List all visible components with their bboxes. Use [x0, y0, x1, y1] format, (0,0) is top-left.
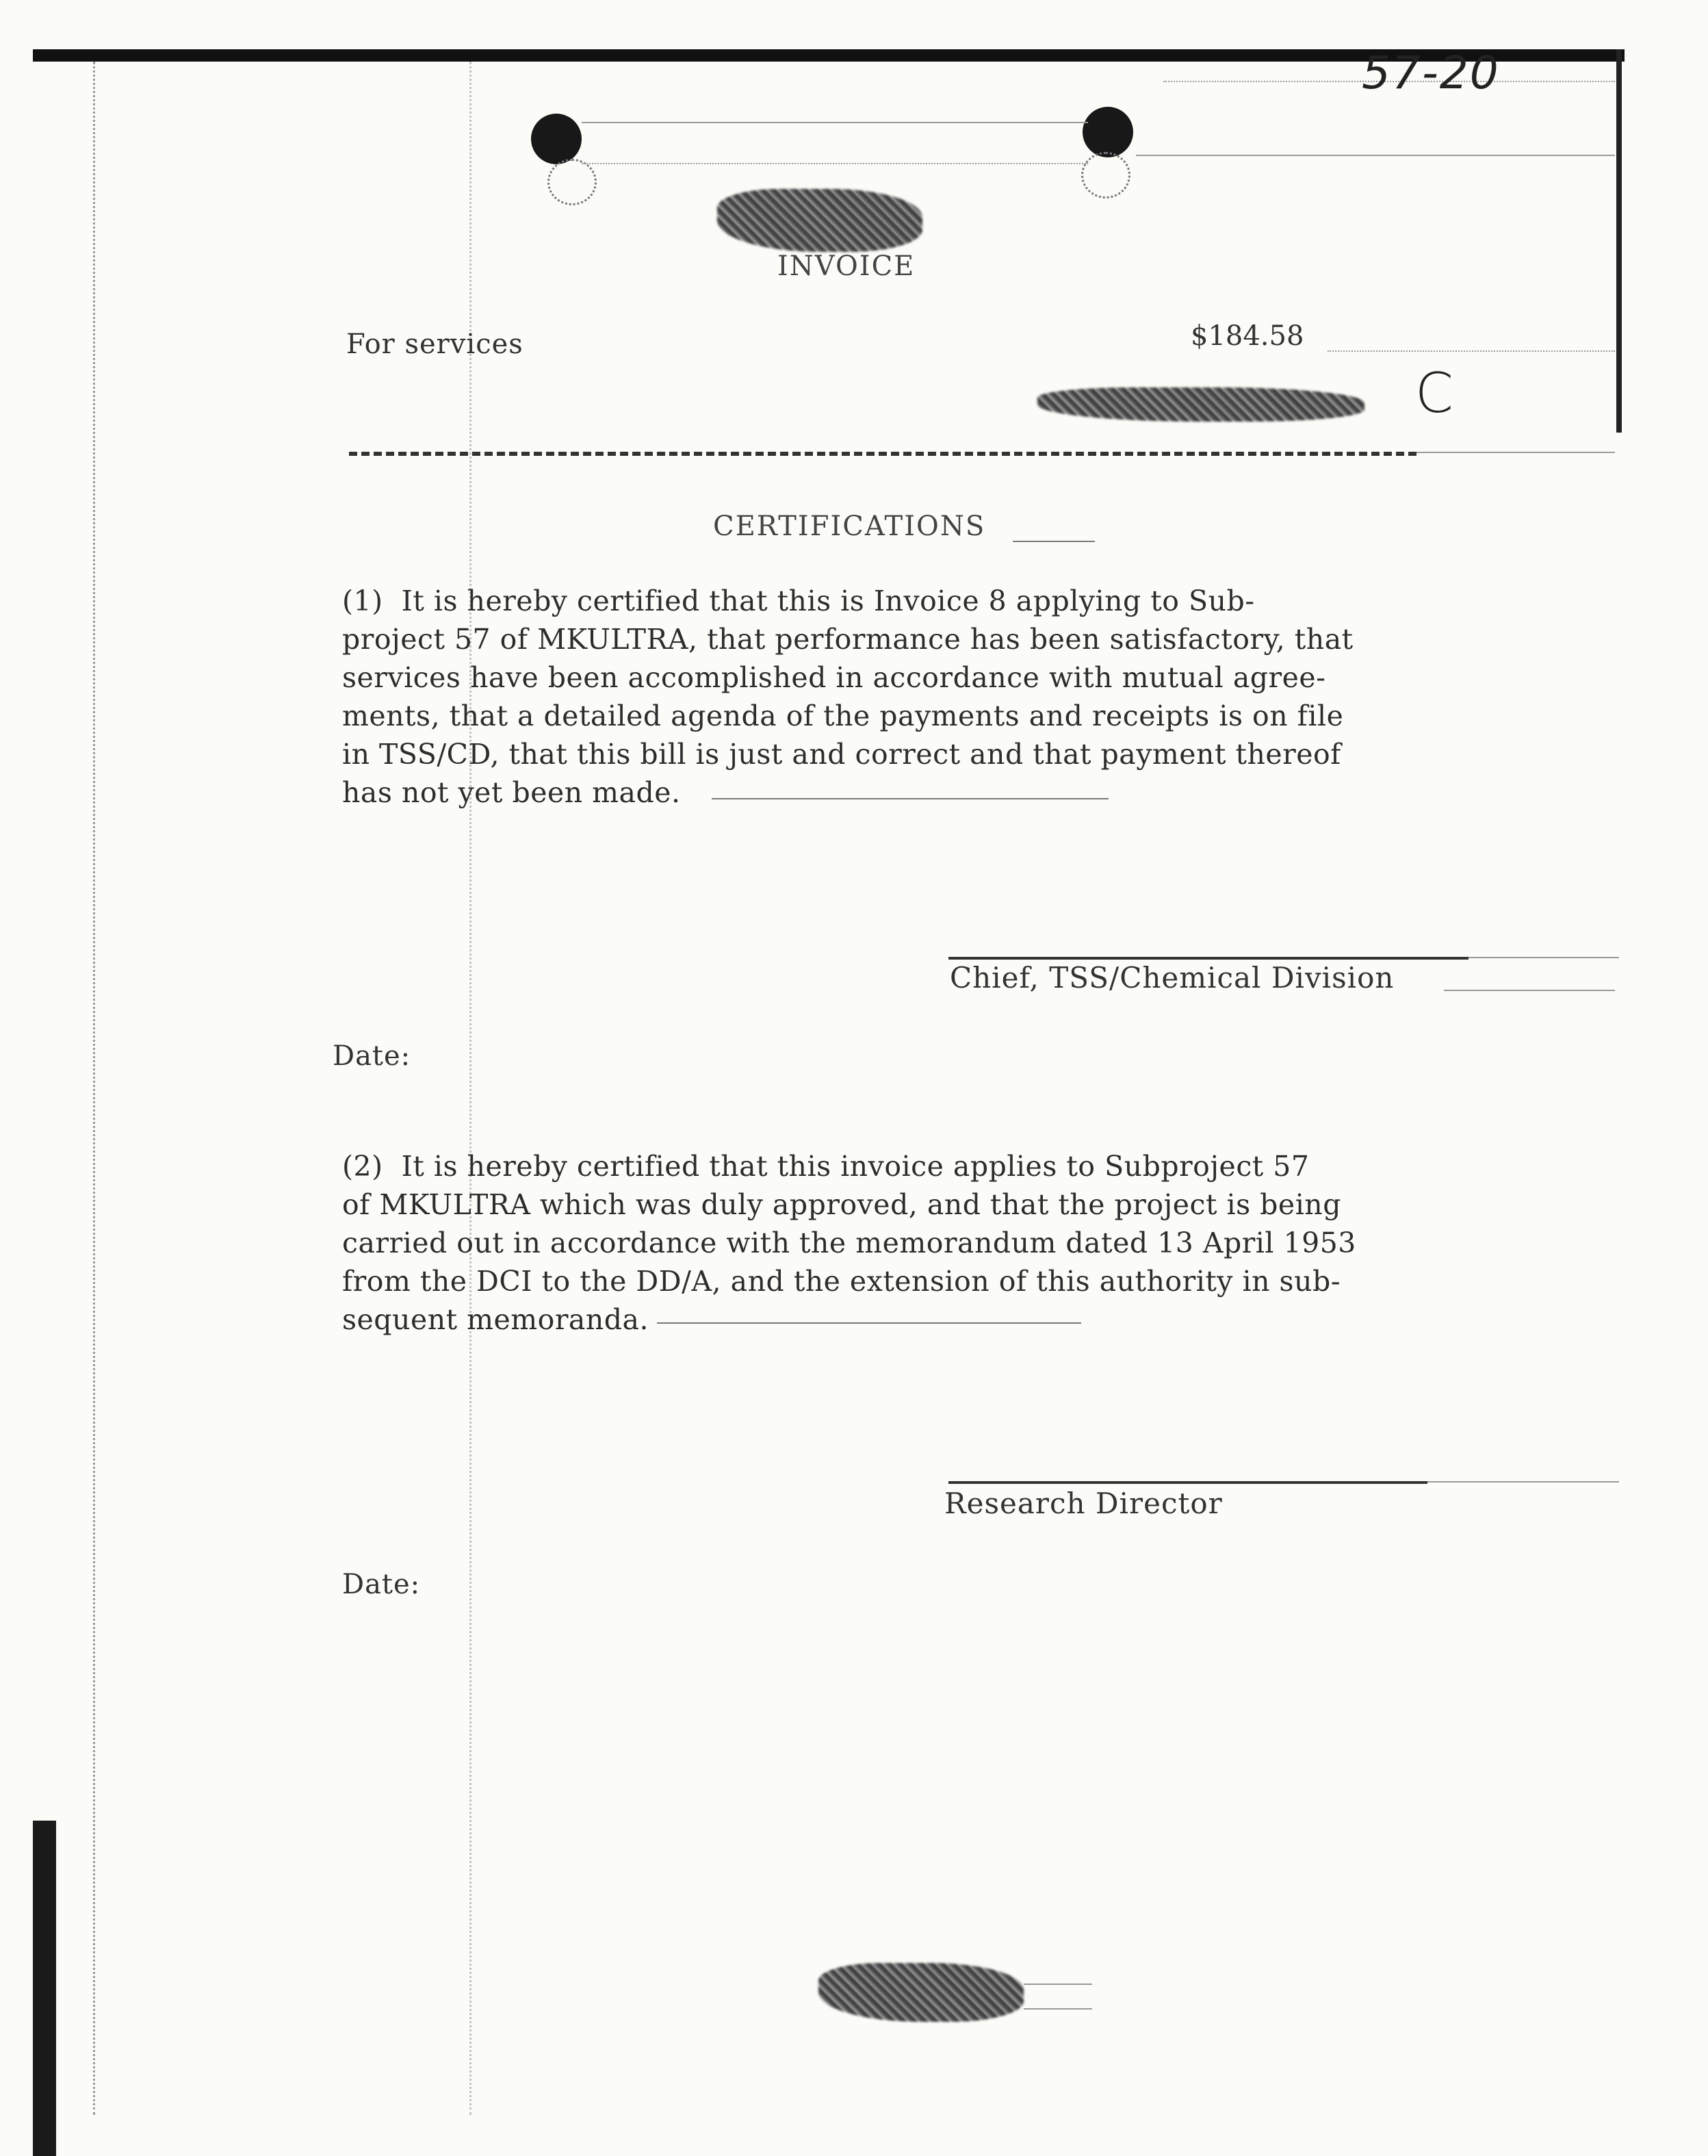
redaction-block: [717, 189, 922, 252]
certification-1-line: project 57 of MKULTRA, that performance has been satisfactory, that: [342, 623, 1354, 656]
date-label-1: Date:: [333, 1040, 411, 1072]
signer-2-title: Research Director: [944, 1487, 1223, 1520]
certifications-heading: CERTIFICATIONS: [713, 511, 986, 542]
certification-1: [342, 582, 1354, 812]
certification-1-line: in TSS/CD, that this bill is just and correct and that payment thereof: [342, 738, 1341, 771]
binder-hole-left: [531, 114, 582, 164]
binder-hole-ring-left: [547, 159, 597, 205]
form-line: [1024, 1984, 1092, 1985]
date-label-2: Date:: [342, 1569, 421, 1600]
form-line: [582, 163, 1088, 164]
scan-dotted-guide: [469, 62, 471, 2115]
text-guide-line: [657, 1322, 1081, 1324]
certification-2-line: of MKULTRA which was duly approved, and that the project is being: [342, 1188, 1341, 1221]
signature-line-2: [948, 1481, 1427, 1484]
handwritten-mark: C: [1415, 361, 1453, 425]
heading-underline: [1013, 541, 1095, 542]
certification-2: [342, 1147, 1356, 1339]
signature-line-extension: [1468, 957, 1619, 958]
redaction-block: [1037, 387, 1364, 422]
form-line: [582, 122, 1088, 123]
certification-1-line: (1) It is hereby certified that this is Invoice 8 applying to Sub-: [342, 585, 1255, 617]
text-guide-line: [712, 798, 1109, 799]
handwritten-document-number: 57-20: [1362, 47, 1500, 99]
signature-guide-line: [1444, 990, 1615, 991]
services-label: For services: [346, 329, 523, 360]
certification-2-line: carried out in accordance with the memorandum dated 13 April 1953: [342, 1227, 1356, 1259]
binder-hole-ring-right: [1081, 152, 1130, 198]
form-line: [1024, 2008, 1092, 2010]
scan-dotted-margin-left: [93, 62, 95, 2115]
certification-1-line: ments, that a detailed agenda of the payments and receipts is on file: [342, 700, 1344, 732]
certification-2-line: (2) It is hereby certified that this invoice applies to Subproject 57: [342, 1150, 1310, 1183]
certification-1-line: services have been accomplished in accordance with mutual agree-: [342, 661, 1326, 694]
scan-right-edge: [1616, 49, 1622, 433]
scan-left-edge: [33, 1821, 56, 2156]
redaction-block: [818, 1963, 1024, 2022]
certification-2-line: from the DCI to the DD/A, and the extension of this authority in sub-: [342, 1265, 1341, 1298]
amount-guide-line: [1328, 350, 1615, 352]
invoice-amount: $184.58: [1191, 320, 1304, 352]
separator-extension: [1416, 452, 1615, 453]
section-separator: [349, 452, 1416, 456]
certification-1-line: has not yet been made.: [342, 776, 681, 809]
form-line: [1136, 155, 1615, 156]
signature-line-1: [948, 957, 1468, 960]
signature-line-extension: [1427, 1481, 1619, 1483]
certification-2-line: sequent memoranda.: [342, 1303, 649, 1336]
invoice-title: INVOICE: [777, 251, 916, 282]
signer-1-title: Chief, TSS/Chemical Division: [950, 961, 1395, 994]
binder-hole-right: [1083, 107, 1133, 157]
